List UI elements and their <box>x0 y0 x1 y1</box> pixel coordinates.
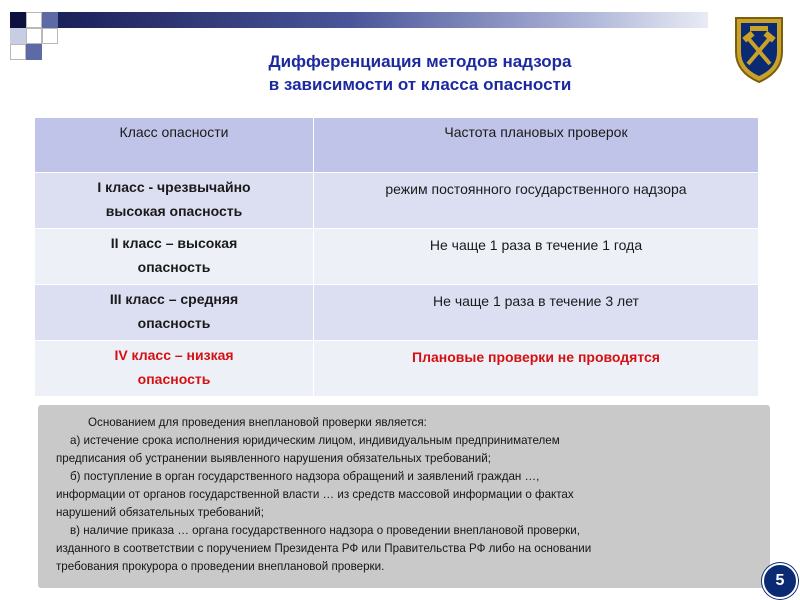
frequency-cell: Плановые проверки не проводятся <box>314 341 759 397</box>
note-line: нарушений обязательных требований; <box>56 506 264 519</box>
note-line: а) истечение срока исполнения юридическим лицом, индивидуальным предпринимателем <box>70 434 560 447</box>
hazard-class-cell <box>35 173 314 229</box>
hazard-class-line: I класс - чрезвычайно <box>97 179 251 195</box>
note-line: изданного в соответствии с поручением Президента РФ или Правительства РФ либо на основании <box>56 542 592 555</box>
hazard-class-cell <box>35 341 314 397</box>
note-line: предписания об устранении выявленного нарушения обязательных требований; <box>56 452 491 465</box>
table-row <box>35 173 759 229</box>
table-row <box>35 229 759 285</box>
page-title-line: в зависимости от класса опасности <box>268 75 572 94</box>
page-title <box>150 50 690 96</box>
decor-square <box>26 12 42 28</box>
page-title-line: Дифференциация методов надзора <box>268 52 572 71</box>
table-header-row <box>35 118 759 173</box>
hazard-class-line: опасность <box>137 315 211 331</box>
crossed-hammers-shield-icon <box>730 12 788 84</box>
decor-square <box>42 28 58 44</box>
hazard-class-line: опасность <box>137 259 211 275</box>
note-line: требования прокурора о проведении внеплановой проверки. <box>56 560 385 573</box>
column-header-inspection-frequency: Частота плановых проверок <box>314 118 759 173</box>
hazard-class-cell <box>35 229 314 285</box>
note-line: б) поступление в орган государственного надзора обращений и заявлений граждан …, <box>70 470 540 483</box>
hazard-class-table <box>34 117 759 397</box>
hazard-class-line: III класс – средняя <box>109 291 239 307</box>
note-line: информации от органов государственной власти … из средств массовой информации о фактах <box>56 488 574 501</box>
frequency-cell: Не чаще 1 раза в течение 3 лет <box>314 285 759 341</box>
header-gradient-bar <box>58 12 708 28</box>
decor-square <box>10 12 26 28</box>
hazard-class-cell <box>35 285 314 341</box>
hazard-class-line: высокая опасность <box>105 203 243 219</box>
table-row <box>35 341 759 397</box>
page-number-badge: 5 <box>762 563 798 599</box>
table-row <box>35 285 759 341</box>
column-header-hazard-class: Класс опасности <box>35 118 314 173</box>
hazard-class-line: II класс – высокая <box>110 235 238 251</box>
decor-square <box>10 44 26 60</box>
frequency-cell: режим постоянного государственного надзора <box>314 173 759 229</box>
note-heading: Основанием для проведения внеплановой проверки является: <box>88 416 427 429</box>
decor-square <box>26 28 42 44</box>
decor-square <box>26 44 42 60</box>
decor-square <box>10 28 26 44</box>
decor-square <box>42 12 58 28</box>
note-line: в) наличие приказа … органа государственного надзора о проведении внеплановой проверки, <box>70 524 580 537</box>
frequency-cell: Не чаще 1 раза в течение 1 года <box>314 229 759 285</box>
hazard-class-line: опасность <box>137 371 211 387</box>
hazard-class-line: IV класс – низкая <box>114 347 234 363</box>
unscheduled-inspection-note <box>38 405 770 588</box>
